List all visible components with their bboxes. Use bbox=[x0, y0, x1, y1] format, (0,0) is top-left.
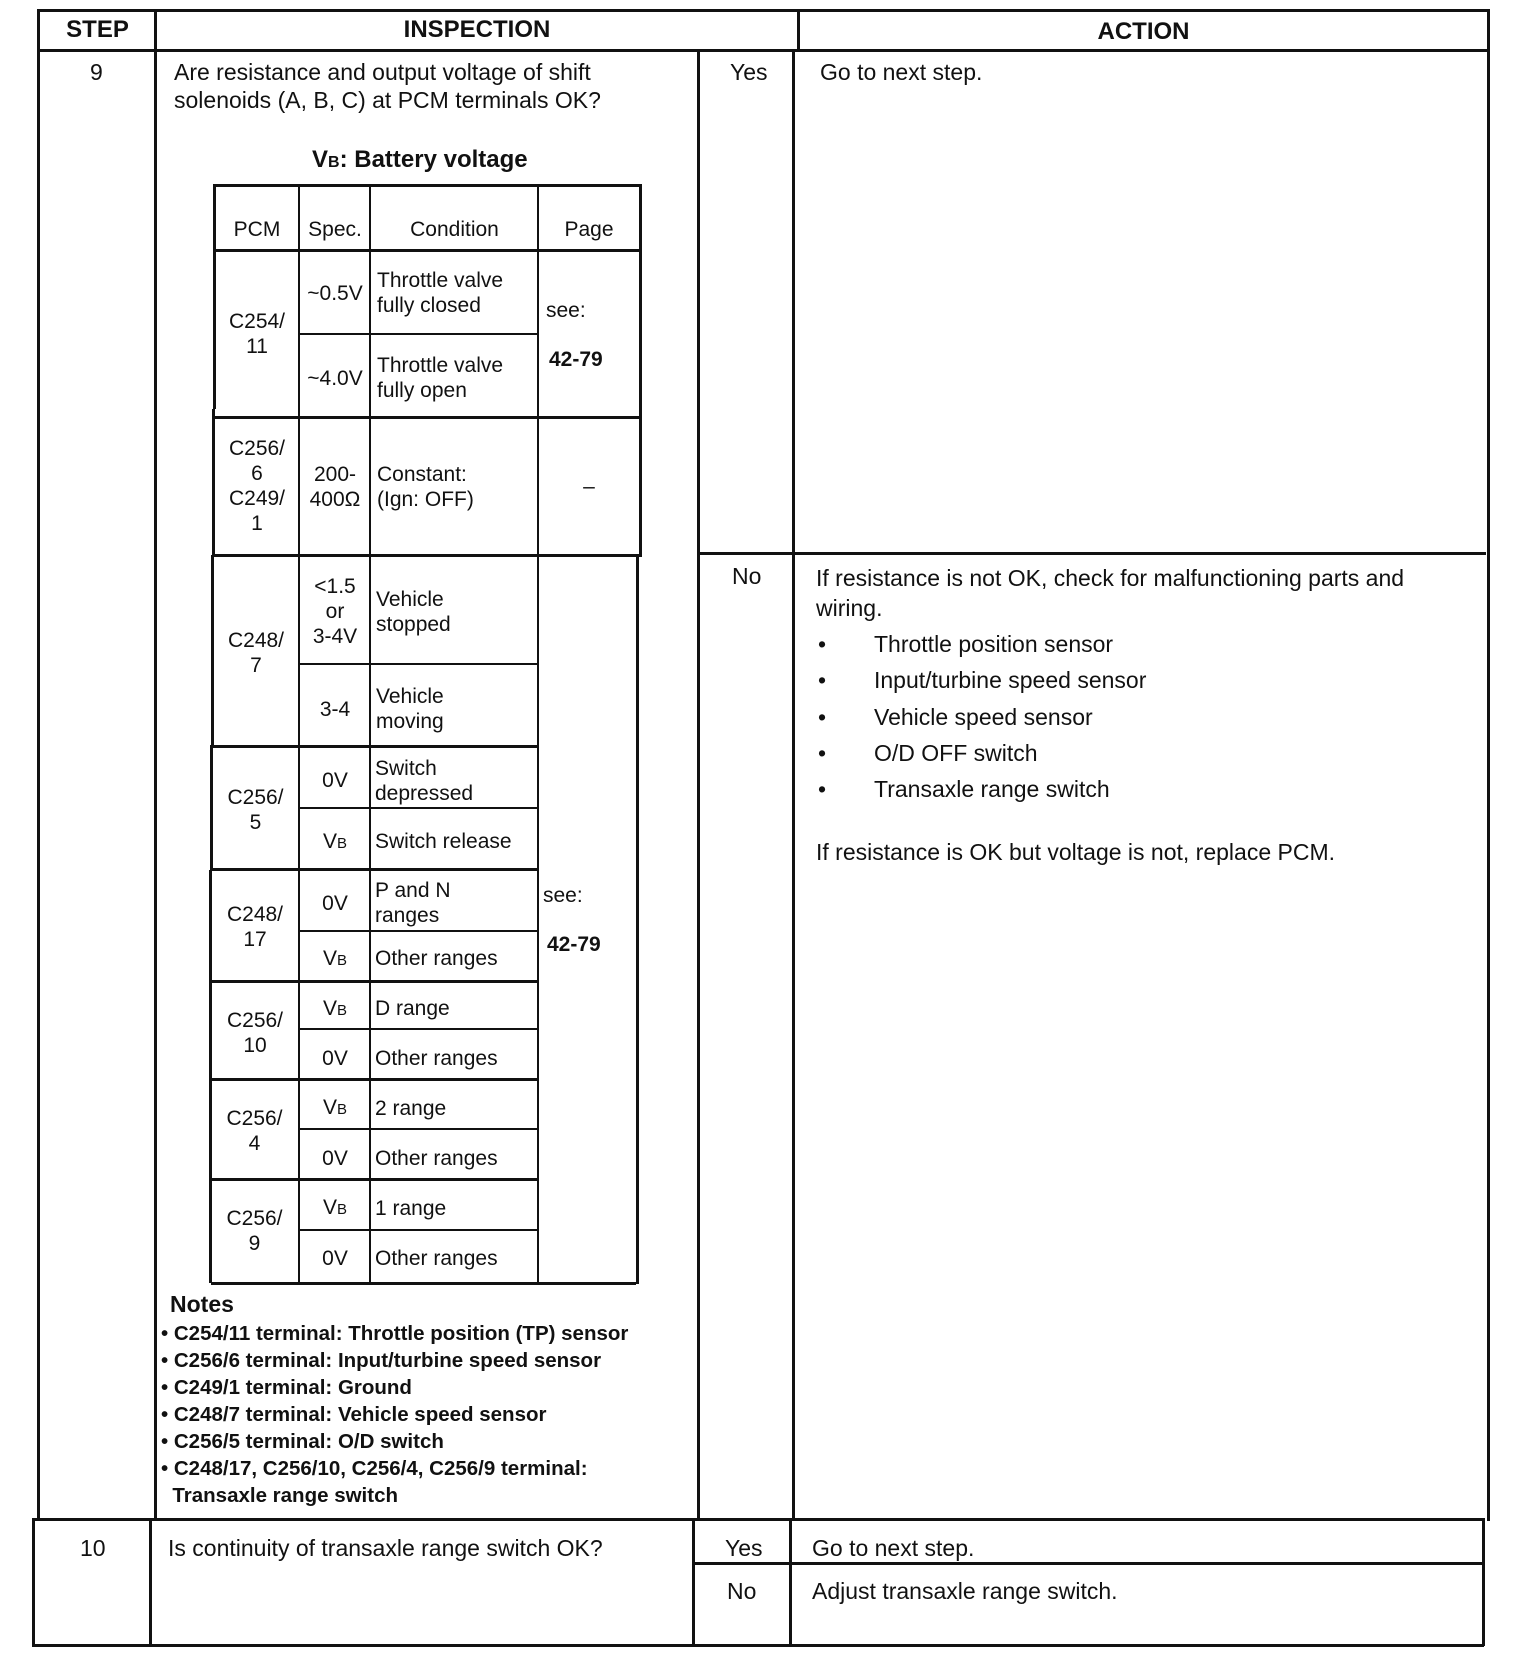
page-ref-see: see: bbox=[543, 884, 583, 907]
page-ref-number: 42-79 bbox=[547, 933, 601, 956]
step-header: STEP bbox=[66, 16, 129, 43]
spec-cell: 0V bbox=[322, 1047, 348, 1070]
pcm-c248-17: C248/ 17 bbox=[226, 903, 284, 951]
step-9-yes-label: Yes bbox=[730, 59, 768, 85]
spec-cell: 0V bbox=[322, 769, 348, 792]
col-pcm: PCM bbox=[233, 218, 281, 241]
spec-cell: VB bbox=[322, 1196, 348, 1219]
page: STEP INSPECTION ACTION 9 Are resistance and output voltage of shift solenoids (A, B, C) at PCM terminals OK? VB: Battery voltage PCM Spec. Condition Page C254/ 11 ~0.5V Throttle valve fully closed ~4.0V Throttle valve fully open see: 42-79 C256/ 6 C249/ 1 200- 400Ω Constant: (Ign: OFF) – C248/ 7 <1.5 or 3-4V Vehicle stopped 3-4 Vehicle moving C256/ 5 0V Switch depressed VB Switch release C248/ 17 0V P and N ranges VB Other ranges see: 42-79 C256/ 10 VB D range 0V Other ranges C256/ 4 VB 2 range 0V Other ranges C256/ 9 VB 1 range 0V Other ranges Notes • C254/11 terminal: Throttle position (TP) sensor • C256/6 terminal: Input/turbine speed sensor • C249/1 terminal: Ground • C248/7 terminal: Vehicle speed sensor • C256/5 terminal: O/D switch • C248/17, C256/10, C256/4, C256/9 terminal: Transaxle range switch Yes Go to next step. No If resistance is not OK, check for malfunctioning parts and wiring. • Throttle position sensor • Input/turbine speed sensor • Vehicle speed sensor • O/D OFF switch • Transaxle range switch If resistance is OK but voltage is not, replace PCM. 10 Is continuity of transaxle range switch OK? Yes Go to next step. No Adjust transaxle range switch. bbox=[0, 0, 1520, 1654]
list-item: • O/D OFF switch bbox=[818, 739, 1038, 766]
step-10-question: Is continuity of transaxle range switch OK? bbox=[168, 1535, 603, 1561]
condition-cell: Vehicle moving bbox=[376, 685, 444, 733]
pcm-c254-11: C254/ 11 bbox=[228, 310, 286, 358]
spec-cell: 0V bbox=[322, 892, 348, 915]
condition-cell: Switch depressed bbox=[375, 757, 474, 805]
pcm-c248-7: C248/ 7 bbox=[227, 629, 285, 677]
list-item: • Input/turbine speed sensor bbox=[818, 667, 1147, 694]
step-10-yes-action: Go to next step. bbox=[812, 1535, 975, 1561]
pcm-c256-4: C256/ 4 bbox=[226, 1107, 283, 1155]
malfunction-parts-list bbox=[816, 626, 1146, 807]
page-ref-number: 42-79 bbox=[549, 348, 603, 371]
spec-cell: ~0.5V bbox=[307, 282, 363, 305]
condition-cell: Vehicle stopped bbox=[376, 588, 451, 636]
col-spec: Spec. bbox=[308, 218, 362, 241]
spec-cell: 0V bbox=[322, 1147, 348, 1170]
condition-cell: P and N ranges bbox=[375, 879, 451, 927]
condition-cell: Switch release bbox=[375, 830, 512, 853]
list-item: • Throttle position sensor bbox=[818, 631, 1114, 657]
condition-cell: Throttle valve fully open bbox=[377, 354, 504, 402]
page-cell: – bbox=[583, 475, 595, 498]
step-10-number: 10 bbox=[80, 1535, 106, 1561]
spec-cell: VB bbox=[322, 947, 348, 970]
spec-cell: <1.5 or 3-4V bbox=[312, 575, 358, 648]
step-9-no-action-2: If resistance is OK but voltage is not, replace PCM. bbox=[816, 839, 1336, 865]
col-page: Page bbox=[564, 218, 614, 241]
condition-cell: Other ranges bbox=[375, 1247, 498, 1270]
spec-cell: VB bbox=[322, 1096, 348, 1119]
condition-cell: D range bbox=[375, 997, 450, 1020]
col-condition: Condition bbox=[410, 218, 499, 241]
step-9-number: 9 bbox=[90, 59, 103, 85]
pcm-c256-9: C256/ 9 bbox=[226, 1207, 283, 1255]
condition-cell: Other ranges bbox=[375, 1147, 498, 1170]
table-caption: VB: Battery voltage bbox=[312, 146, 528, 173]
condition-cell: Other ranges bbox=[375, 1047, 498, 1070]
pcm-c256-6-c249-1: C256/ 6 C249/ 1 bbox=[228, 437, 286, 535]
step-9-yes-action: Go to next step. bbox=[820, 59, 983, 85]
condition-cell: Throttle valve fully closed bbox=[377, 269, 504, 317]
condition-cell: Other ranges bbox=[375, 947, 498, 970]
step-10-no-action: Adjust transaxle range switch. bbox=[812, 1578, 1118, 1604]
notes-title: Notes bbox=[170, 1291, 234, 1317]
inspection-header: INSPECTION bbox=[403, 16, 551, 43]
pcm-c256-5: C256/ 5 bbox=[227, 786, 284, 834]
pcm-c256-10: C256/ 10 bbox=[226, 1009, 284, 1057]
page-ref-see: see: bbox=[546, 299, 586, 322]
spec-cell: VB bbox=[322, 997, 348, 1020]
action-header: ACTION bbox=[1097, 18, 1190, 45]
condition-cell: 2 range bbox=[375, 1097, 447, 1120]
spec-cell: 3-4 bbox=[319, 698, 351, 721]
step-10-yes-label: Yes bbox=[725, 1535, 763, 1561]
list-item: • Transaxle range switch bbox=[818, 776, 1110, 803]
step-10-no-label: No bbox=[727, 1578, 757, 1604]
spec-cell: 0V bbox=[322, 1247, 348, 1270]
condition-cell: Constant: (Ign: OFF) bbox=[377, 463, 474, 511]
list-item: • Vehicle speed sensor bbox=[818, 703, 1093, 730]
spec-cell: ~4.0V bbox=[307, 367, 363, 390]
spec-cell: VB bbox=[322, 830, 348, 853]
spec-cell: 200- 400Ω bbox=[309, 463, 361, 511]
condition-cell: 1 range bbox=[375, 1197, 447, 1220]
step-9-no-label: No bbox=[732, 563, 762, 589]
